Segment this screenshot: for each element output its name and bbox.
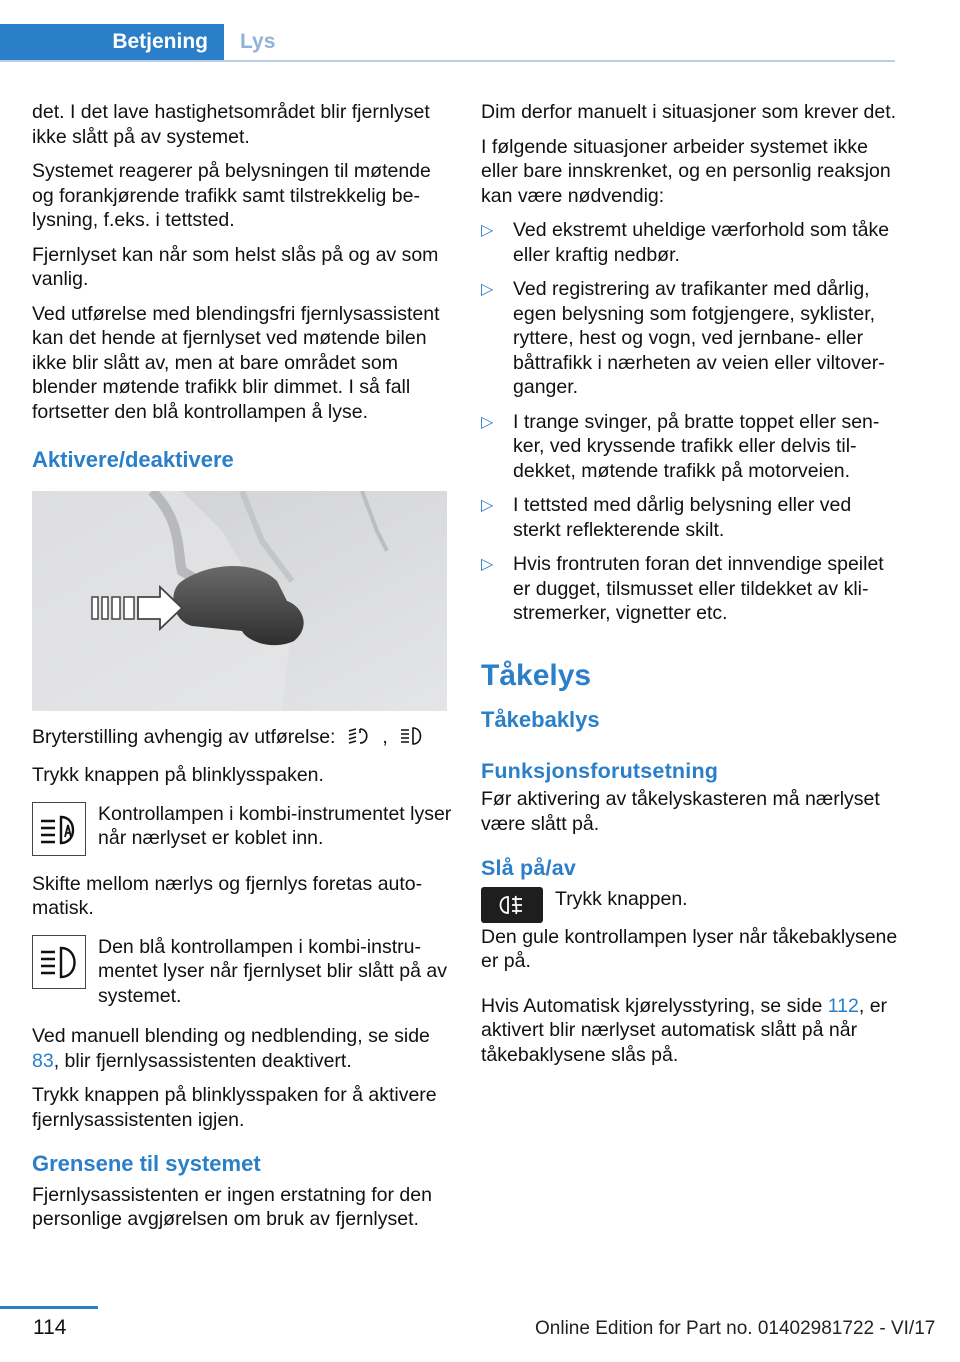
section-heading-on-off: Slå på/av <box>481 856 577 880</box>
list-item: ▷ Ved ekstremt uheldige værforhold som tåke eller kraftig nedbør. <box>481 219 890 266</box>
auto-high-beam-icon <box>347 725 371 754</box>
indicator-description: Kontrollampen i kombi-instrumentet lyser når nærlyset er koblet inn. <box>98 802 452 849</box>
header-bar <box>0 0 895 62</box>
bullet-triangle-icon: ▷ <box>481 497 494 514</box>
low-beam-auto-indicator-icon <box>32 802 86 856</box>
bullet-triangle-icon: ▷ <box>481 556 494 573</box>
high-beam-assist-icon <box>399 725 425 754</box>
indicator-high-beam-row <box>32 935 452 1009</box>
lever-illustration <box>32 491 447 711</box>
page-number: 114 <box>33 1316 67 1339</box>
list-item: ▷ I tettsted med dårlig belysning eller ved sterkt reflekterende skilt. <box>481 494 852 541</box>
section-heading-limits: Grensene til systemet <box>32 1151 261 1176</box>
limitation-list <box>481 218 901 626</box>
paragraph-manual: Ved manuell blending og nedblending, se side 83, blir fjernlysassistenten deaktivert. <box>32 1025 430 1072</box>
paragraph: Før aktivering av tåkelyskasteren må nærlyset være slått på. <box>481 788 880 835</box>
paragraph: I følgende situasjoner arbeider systemet ikke eller bare innskrenket, og en personlig reaksjon kan være nødvendig: <box>481 135 891 207</box>
right-column <box>481 100 901 1077</box>
paragraph-auto: Hvis Automatisk kjørelysstyring, se side 112, er aktivert blir nærlyset automatisk slått på når tåkebaklysene slås på. <box>481 994 888 1066</box>
rear-fog-button-row <box>481 887 901 923</box>
section-heading-rear-fog: Tåkebaklys <box>481 707 600 732</box>
footer-accent-line <box>0 1306 98 1309</box>
indicator-low-beam-row <box>32 802 452 856</box>
turn-signal-lever-photo <box>32 491 447 711</box>
indicator-description: Den blå kontrollampen i kombi-instrumentet lyser når fjernlyset blir slått på av systemet. <box>98 935 447 1007</box>
paragraph: det. I det lave hastighetsområdet blir fjernlyset ikke slått på av systemet. <box>32 101 430 148</box>
paragraph: Fjernlysassistenten er ingen erstatning for den personlige avgjørelsen om bruk av fjernlyset. <box>32 1183 432 1230</box>
paragraph: Systemet reagerer på belysningen til møtende og forankjørende trafikk samt tilstrekkelig belysning, f.eks. i tettsted. <box>32 160 431 231</box>
left-column <box>32 100 452 1242</box>
section-heading-prerequisite: Funksjonsforutsetning <box>481 758 719 783</box>
edition-footer: Online Edition for Part no. 01402981722 - VI/17 <box>535 1318 936 1339</box>
tab-betjening[interactable]: Betjening <box>0 24 224 60</box>
paragraph: Trykk knappen på blinklysspaken. <box>32 764 324 786</box>
section-heading-fog: Tåkelys <box>481 658 592 692</box>
high-beam-indicator-icon <box>32 935 86 989</box>
header-divider <box>0 60 895 62</box>
page-link-112[interactable]: 112 <box>827 994 859 1017</box>
tab-lys[interactable]: Lys <box>240 30 276 53</box>
bullet-triangle-icon: ▷ <box>481 281 494 298</box>
bullet-triangle-icon: ▷ <box>481 222 494 239</box>
rear-fog-button[interactable] <box>481 887 543 923</box>
bullet-triangle-icon: ▷ <box>481 413 494 431</box>
button-instructions: Trykk knappen. <box>555 887 688 910</box>
paragraph: Skifte mellom nærlys og fjernlys foretas automatisk. <box>32 872 423 919</box>
paragraph: Fjernlyset kan når som helst slås på og av som vanlig. <box>32 243 439 290</box>
switch-position-text: Bryterstilling avhengig av utførelse: , <box>32 725 452 754</box>
rear-fog-light-icon <box>492 893 532 917</box>
list-item: ▷ Ved registrering av trafikanter med dårlig, egen belysning som fotgjengere, syklister, ryttere, hest og vogn, ved jernbane- eller båttrafikk i nærheten av veien eller viltoverganger. <box>481 278 885 398</box>
paragraph: Trykk knappen på blinklysspaken for å aktivere fjernlysassistenten igjen. <box>32 1084 437 1131</box>
list-item: ▷ I trange svinger, på bratte toppet eller senker, ved kryssende trafikk eller delvis tildekket, møtende trafikk på motorveien. <box>481 410 880 482</box>
paragraph: Ved utførelse med blendingsfri fjernlysassistent kan det hende at fjernlyset ved møtende bilen ikke blir slått av, men at bare området som blender møtende trafikk blir dimmet. I så fall fortsetter den blå kontrollampen å lyse. <box>32 302 440 423</box>
paragraph: Dim derfor manuelt i situasjoner som krever det. <box>481 101 897 123</box>
page-link-83[interactable]: 83 <box>32 1049 54 1072</box>
list-item: ▷ Hvis frontruten foran det innvendige speilet er dugget, tilsmusset eller tildekket av klistremerker, vignetter etc. <box>481 553 884 624</box>
paragraph: Den gule kontrollampen lyser når tåkebaklysene er på. <box>481 925 898 972</box>
section-heading-activate: Aktivere/deaktivere <box>32 447 234 472</box>
